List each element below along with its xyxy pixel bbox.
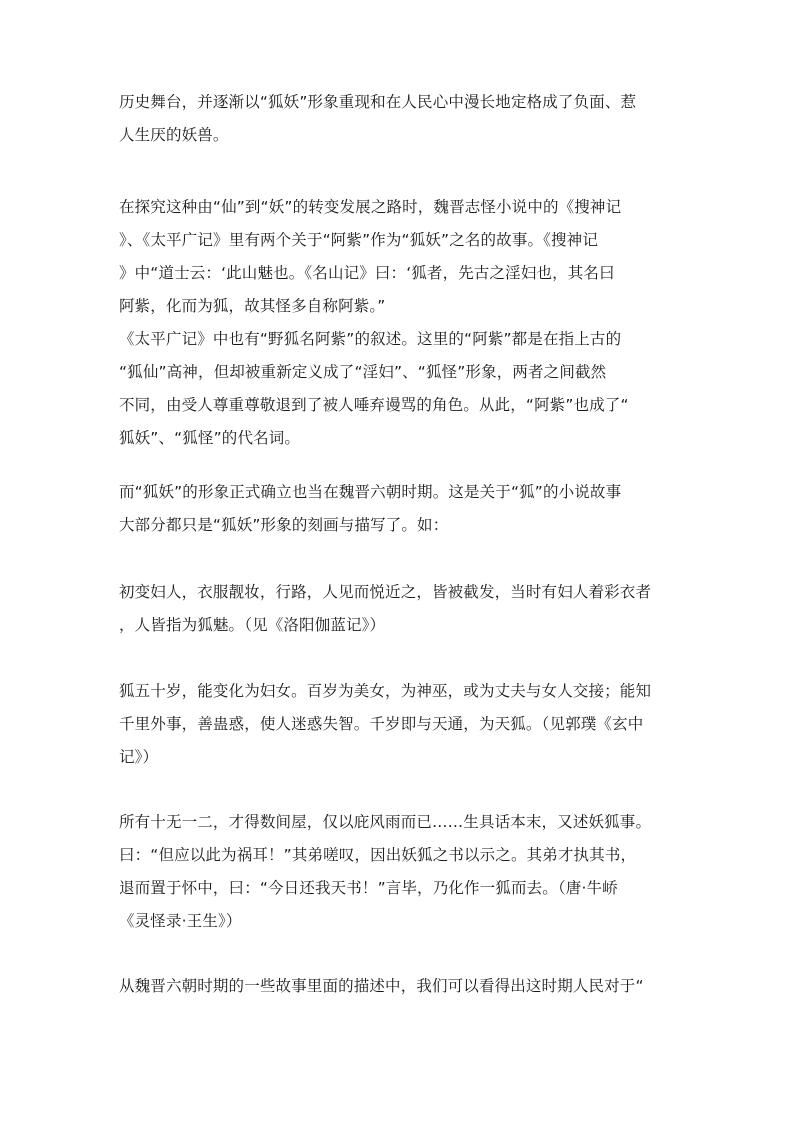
paragraph (119, 812, 675, 944)
text-line: 而“狐妖”的形象正式确立也当在魏晋六朝时期。这是关于“狐”的小说故事 (119, 483, 622, 501)
text-line: 《灵怪录·王生》） (119, 912, 242, 930)
text-line: 千里外事，善蛊惑，使人迷惑失智。千岁即与天通，为天狐。（见郭璞《玄中 (119, 715, 644, 733)
paragraph (119, 92, 675, 158)
text-line: 从魏晋六朝时期的一些故事里面的描述中，我们可以看得出这时期人民对于“ (119, 977, 644, 995)
text-line: 不同，由受人尊重尊敬退到了被人唾弃谩骂的角色。从此，“阿紫”也成了“ (119, 396, 629, 414)
text-line: 历史舞台，并逐渐以“狐妖”形象重现和在人民心中漫长地定格成了负面、惹 (119, 93, 637, 111)
paragraph (119, 582, 675, 648)
text-line: 大部分都只是“狐妖”形象的刻画与描写了。如： (119, 516, 449, 534)
paragraph (119, 976, 675, 1009)
paragraph (119, 681, 675, 780)
paragraph (119, 482, 675, 548)
text-line: 》中“道士云：‘此山魅也。《名山记》曰：‘狐者，先古之淫妇也，其名曰 (119, 264, 615, 282)
text-line: 退而置于怀中，曰：“今日还我天书！”言毕，乃化作一狐而去。（唐·牛峤 (119, 879, 618, 897)
text-line: 狐妖”、“狐怪”的代名词。 (119, 429, 301, 447)
text-line: 曰：“但应以此为祸耳！”其弟嗟叹，因出妖狐之书以示之。其弟才执其书， (119, 846, 637, 864)
text-line: 在探究这种由“仙”到“妖”的转变发展之路时，魏晋志怪小说中的《搜神记 (119, 198, 622, 216)
text-line: 《太平广记》中也有“野狐名阿紫”的叙述。这里的“阿紫”都是在指上古的 (119, 330, 622, 348)
text-line: 狐五十岁，能变化为妇女。百岁为美女，为神巫，或为丈夫与女人交接；能知 (119, 682, 652, 700)
text-line: 初变妇人，衣服靓妆，行路，人见而悦近之，皆被截发，当时有妇人着彩衣者 (119, 583, 652, 601)
paragraph (119, 197, 675, 461)
text-line: 阿紫，化而为狐，故其怪多自称阿紫。” (119, 297, 386, 315)
text-line: 》、《太平广记》里有两个关于“阿紫”作为“狐妖”之名的故事。《搜神记 (119, 231, 598, 249)
text-line: “狐仙”高神，但却被重新定义成了“淫妇”、“狐怪”形象，两者之间截然 (119, 363, 607, 381)
text-line: 记》） (119, 748, 159, 766)
text-line: 所有十无一二，才得数间屋，仅以庇风雨而已……生具话本末，又述妖狐事。 (119, 813, 652, 831)
text-line: 人生厌的妖兽。 (119, 126, 229, 144)
text-line: ，人皆指为狐魅。（见《洛阳伽蓝记》） (119, 616, 386, 634)
